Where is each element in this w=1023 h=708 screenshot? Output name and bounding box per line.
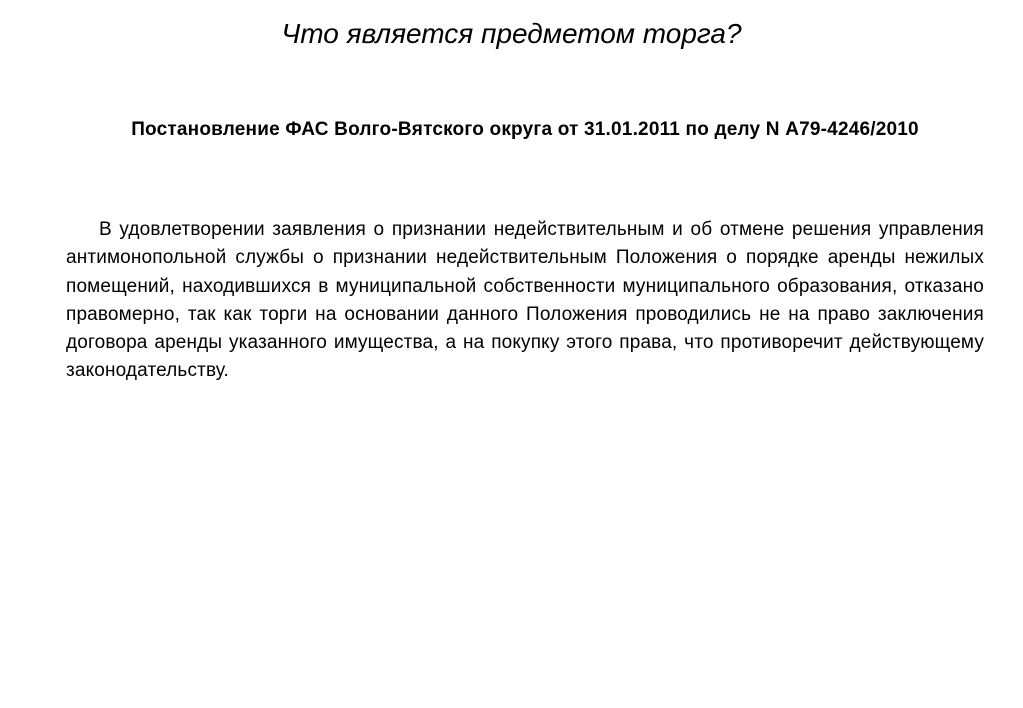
decision-body-text: В удовлетворении заявления о признании недействительным и об отмене решения управления антимонопольной службы о признании недействительным Положения о порядке аренды нежилых помещений, находившихся в муниципальной собственности муниципального образования, отказано правомерно, так как торги на основании данного Положения проводились не на право заключения договора аренды указанного имущества, а на покупку этого права, что противоречит действующему законодательству. bbox=[66, 219, 984, 382]
slide-title: Что является предметом торга? bbox=[281, 18, 742, 49]
decision-heading: Постановление ФАС Волго-Вятского округа от 31.01.2011 по делу N А79-4246/2010 bbox=[131, 119, 919, 140]
